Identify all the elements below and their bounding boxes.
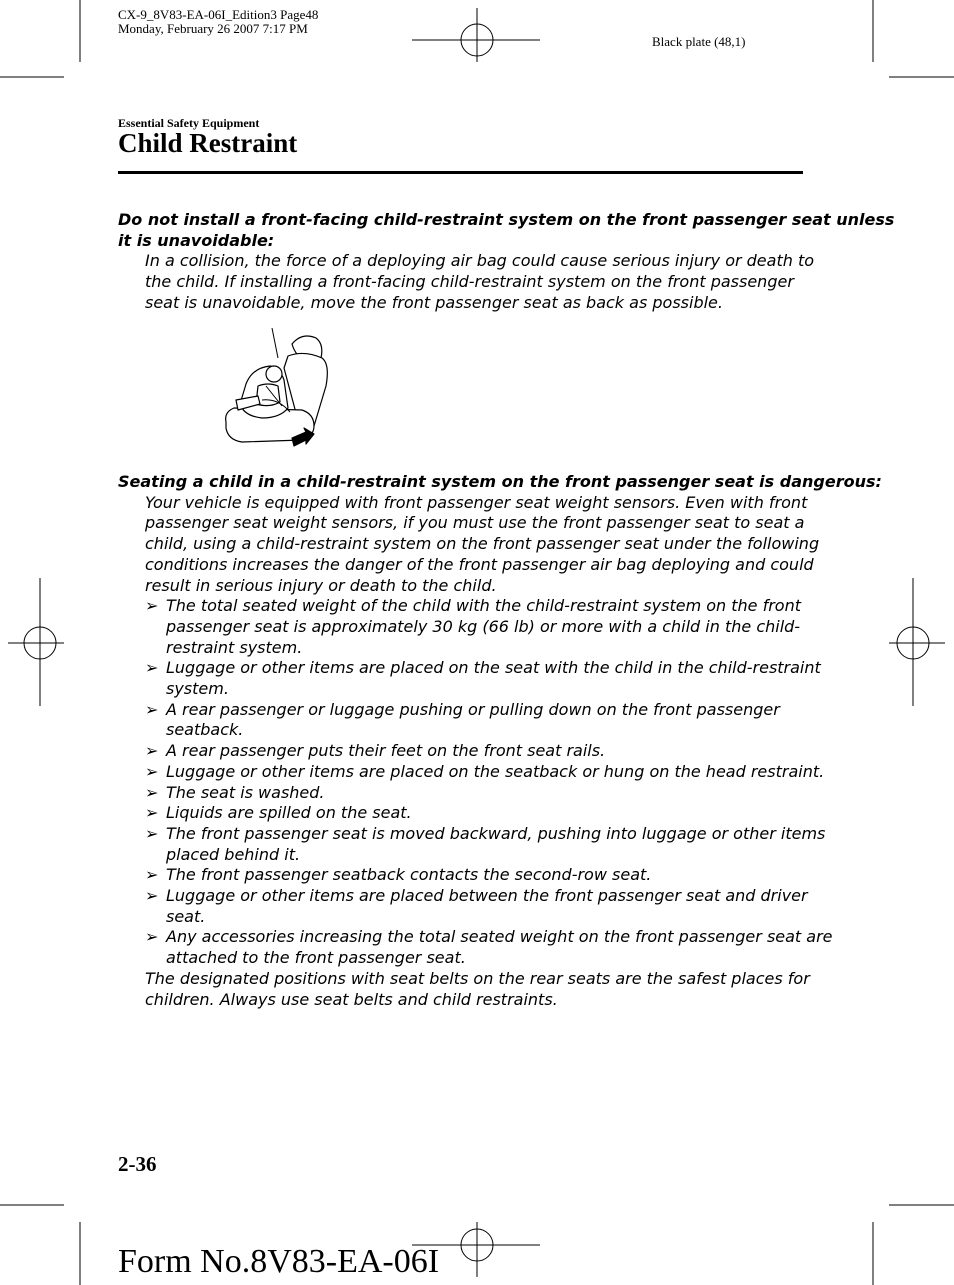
bullet-line: A rear passenger or luggage pushing or pulling down on the front passenger bbox=[166, 699, 780, 719]
warning-2 bbox=[118, 472, 882, 1010]
warning-1-heading-line: it is unavoidable: bbox=[118, 230, 275, 250]
bullet-line: Luggage or other items are placed on the seat with the child in the child-restraint bbox=[166, 658, 821, 678]
bullet-item bbox=[118, 596, 882, 658]
bullet-arrow-icon: ➢ bbox=[145, 927, 159, 947]
section-label: Essential Safety Equipment bbox=[118, 116, 260, 130]
bullet-line: placed behind it. bbox=[166, 844, 301, 864]
bullet-line: The seat is washed. bbox=[166, 782, 325, 802]
warning-2-intro-line: result in serious injury or death to the child. bbox=[145, 575, 497, 595]
warning-1-heading-line: Do not install a front-facing child-restraint system on the front passenger seat unless bbox=[118, 210, 895, 229]
print-info-line2: Monday, February 26 2007 7:17 PM bbox=[118, 21, 308, 36]
bullet-line: Any accessories increasing the total seated weight on the front passenger seat are bbox=[166, 927, 833, 947]
bullet-item bbox=[118, 865, 882, 886]
warning-2-intro-line: conditions increases the danger of the front passenger air bag deploying and could bbox=[145, 554, 814, 574]
bullet-line: restraint system. bbox=[166, 637, 303, 657]
bullet-item bbox=[118, 803, 882, 824]
bullet-line: system. bbox=[166, 679, 229, 699]
bullet-arrow-icon: ➢ bbox=[145, 761, 159, 781]
warning-1 bbox=[118, 210, 894, 314]
warning-2-intro-line: child, using a child-restraint system on the front passenger seat under the following bbox=[145, 534, 820, 554]
form-number: Form No.8V83-EA-06I bbox=[118, 1243, 440, 1280]
bullet-line: The total seated weight of the child with the child-restraint system on the front bbox=[166, 596, 802, 616]
warning-2-intro-line: Your vehicle is equipped with front passenger seat weight sensors. Even with front bbox=[145, 492, 808, 512]
page-title: Child Restraint bbox=[118, 128, 298, 158]
child-seat-illustration bbox=[222, 328, 332, 456]
bullet-arrow-icon: ➢ bbox=[145, 782, 159, 802]
bullet-item bbox=[118, 886, 882, 927]
print-info-line1: CX-9_8V83-EA-06I_Edition3 Page48 bbox=[118, 7, 319, 22]
bullet-item bbox=[118, 783, 882, 804]
bullet-line: The front passenger seatback contacts the second-row seat. bbox=[166, 865, 652, 885]
closing-line: The designated positions with seat belts on the rear seats are the safest places for bbox=[145, 968, 810, 988]
bullet-item bbox=[118, 762, 882, 783]
bullet-item bbox=[118, 700, 882, 741]
bullet-line: Liquids are spilled on the seat. bbox=[166, 803, 412, 823]
title-rule bbox=[118, 171, 803, 174]
bullet-line: seat. bbox=[166, 906, 206, 926]
warning-2-heading: Seating a child in a child-restraint system on the front passenger seat is dangerous: bbox=[118, 472, 882, 491]
bullet-item bbox=[118, 658, 882, 699]
warning-1-body-line: In a collision, the force of a deploying air bag could cause serious injury or death to bbox=[145, 251, 815, 271]
bullet-arrow-icon: ➢ bbox=[145, 699, 159, 719]
plate-label: Black plate (48,1) bbox=[652, 34, 746, 49]
bullet-line: seatback. bbox=[166, 720, 244, 740]
bullet-line: A rear passenger puts their feet on the front seat rails. bbox=[166, 741, 606, 761]
bullet-arrow-icon: ➢ bbox=[145, 803, 159, 823]
bullet-arrow-icon: ➢ bbox=[145, 865, 159, 885]
warning-1-body-line: the child. If installing a front-facing child-restraint system on the front passenger bbox=[145, 272, 794, 292]
warning-2-intro-line: passenger seat weight sensors, if you must use the front passenger seat to seat a bbox=[145, 513, 805, 533]
warning-1-body-line: seat is unavoidable, move the front passenger seat as back as possible. bbox=[145, 292, 723, 312]
bullet-arrow-icon: ➢ bbox=[145, 886, 159, 906]
page-number: 2-36 bbox=[118, 1152, 157, 1176]
bullet-line: Luggage or other items are placed between the front passenger seat and driver bbox=[166, 886, 808, 906]
bullet-item bbox=[118, 927, 882, 968]
bullet-arrow-icon: ➢ bbox=[145, 741, 159, 761]
bullet-line: The front passenger seat is moved backward, pushing into luggage or other items bbox=[166, 823, 826, 843]
bullet-line: attached to the front passenger seat. bbox=[166, 948, 466, 968]
bullet-arrow-icon: ➢ bbox=[145, 658, 159, 678]
bullet-arrow-icon: ➢ bbox=[145, 596, 159, 616]
closing-line: children. Always use seat belts and child restraints. bbox=[145, 989, 558, 1009]
bullet-line: Luggage or other items are placed on the seatback or hung on the head restraint. bbox=[166, 761, 825, 781]
bullet-arrow-icon: ➢ bbox=[145, 823, 159, 843]
print-info bbox=[118, 8, 318, 36]
bullet-item bbox=[118, 824, 882, 865]
bullet-item bbox=[118, 741, 882, 762]
bullet-line: passenger seat is approximately 30 kg (66 lb) or more with a child in the child- bbox=[166, 616, 801, 636]
